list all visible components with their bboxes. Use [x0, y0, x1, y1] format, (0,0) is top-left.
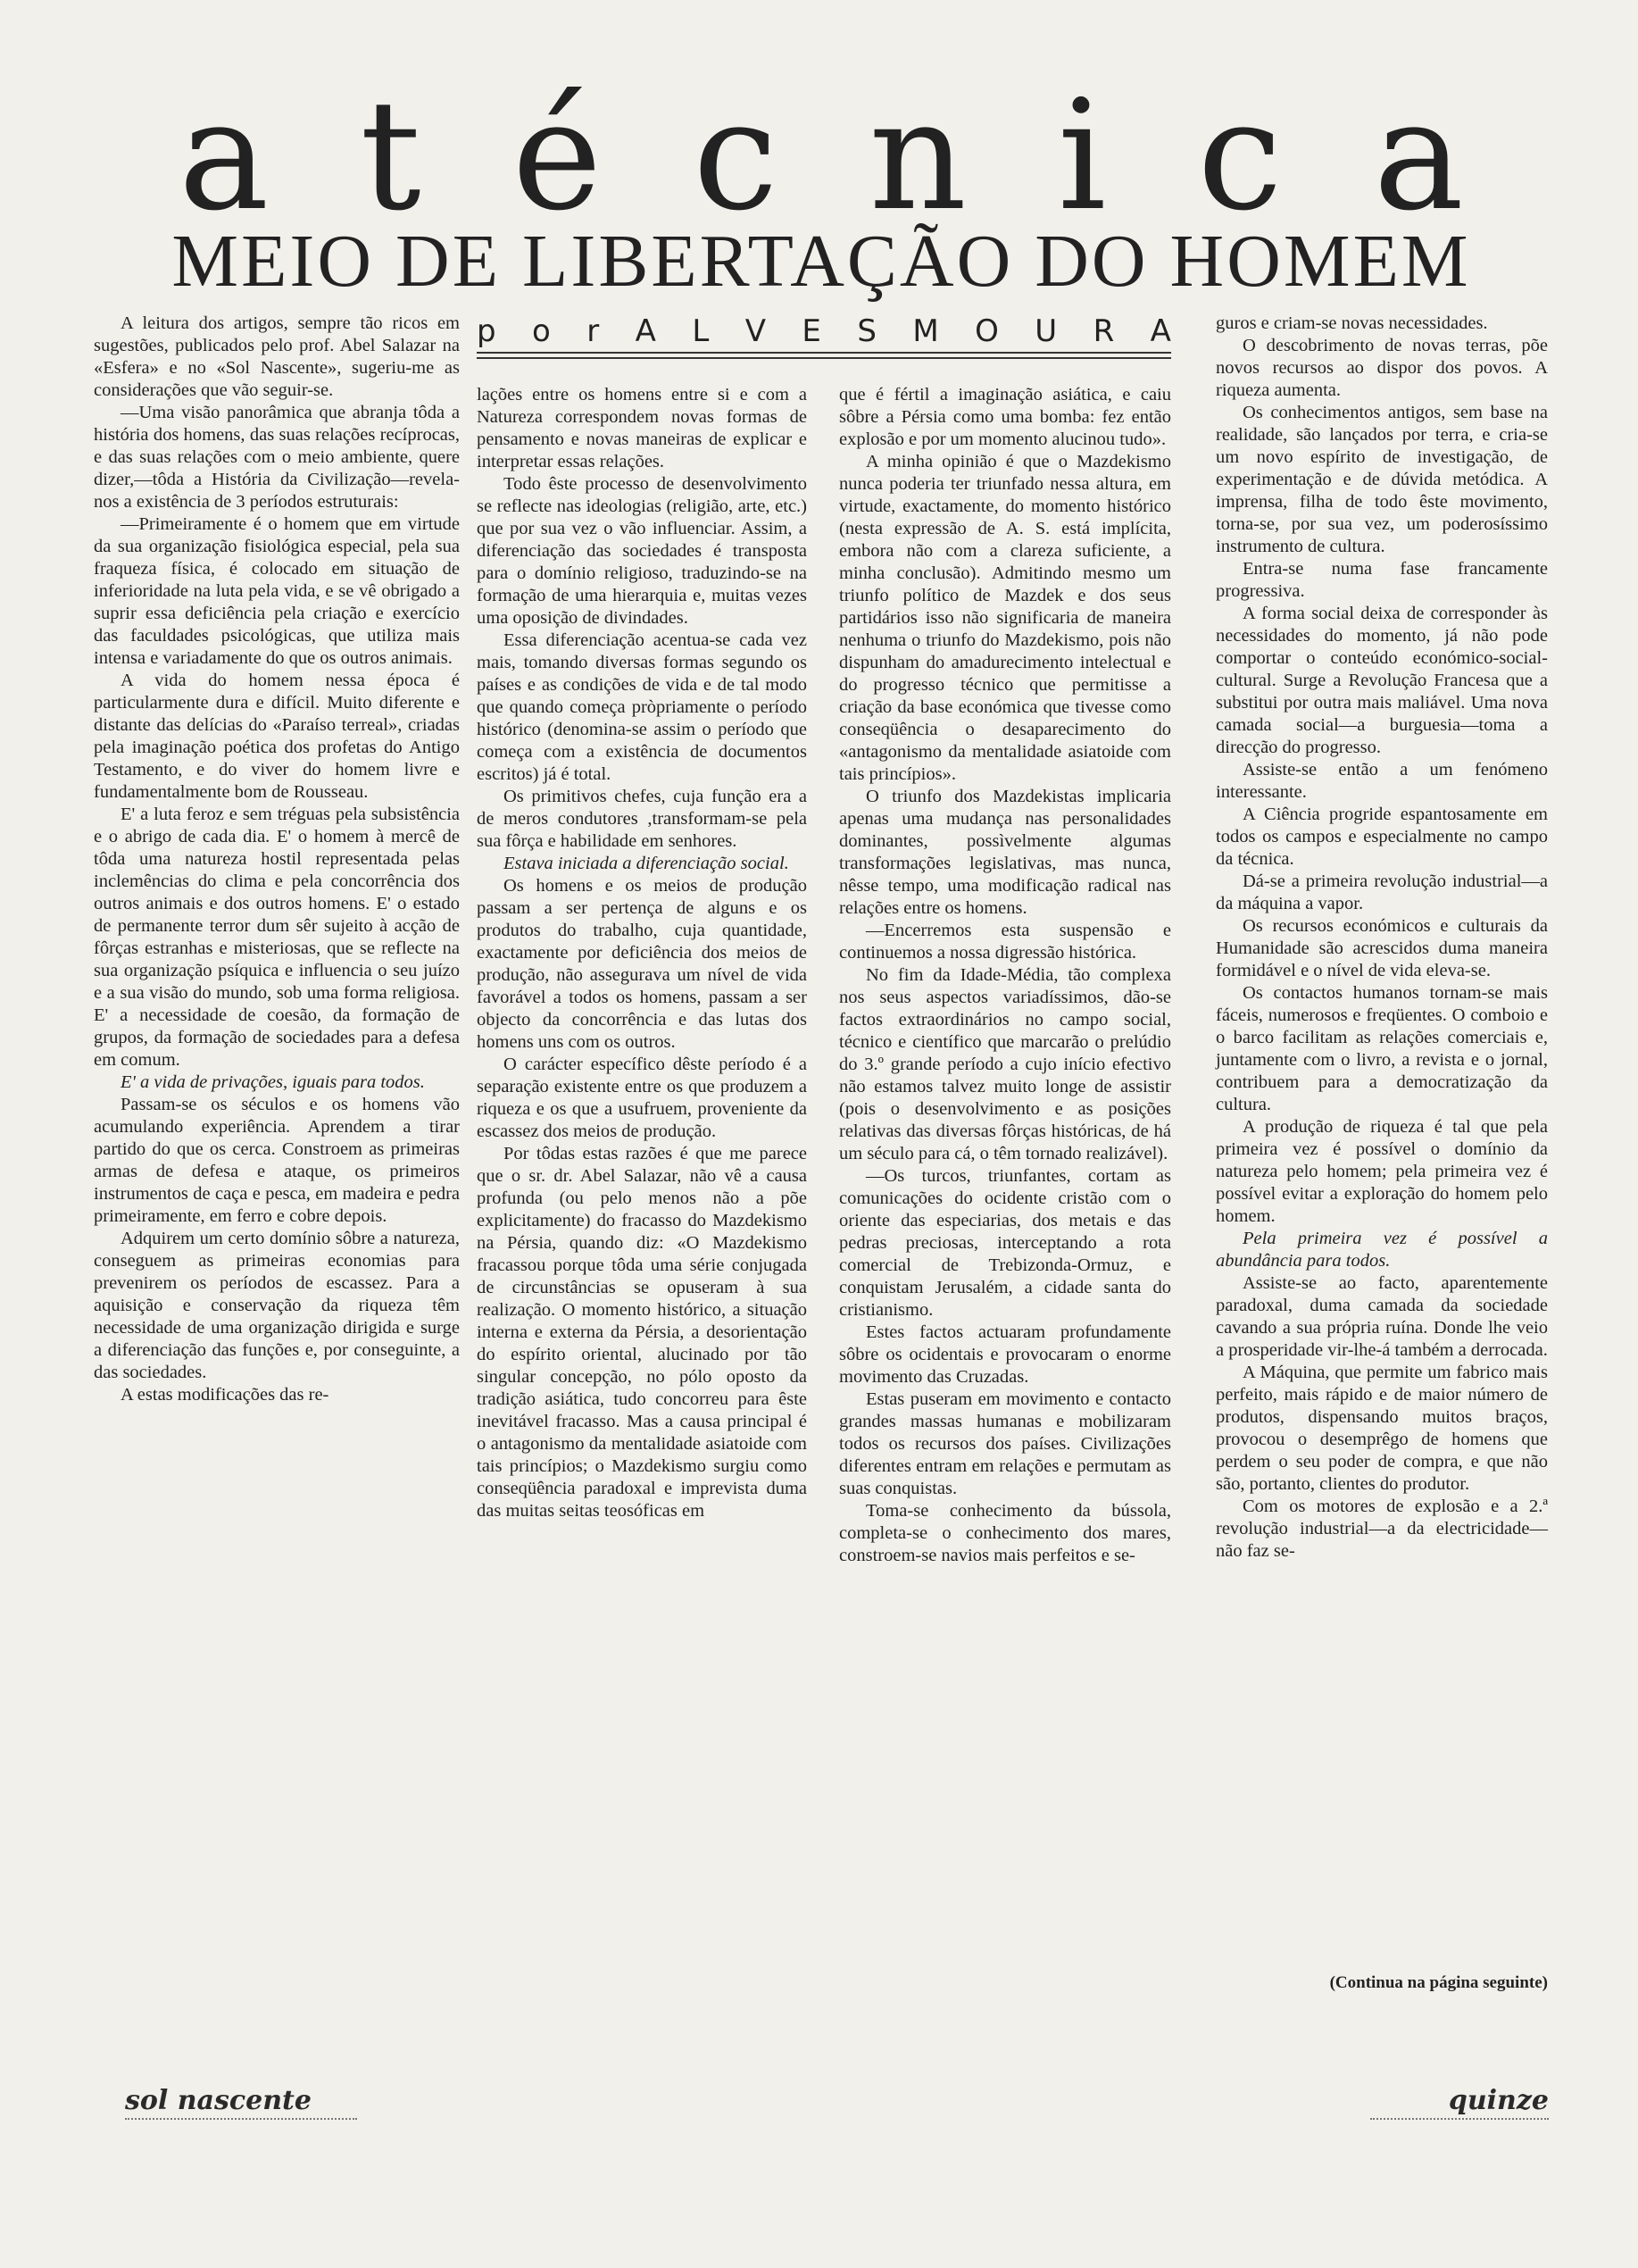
- article-paragraph: Estes factos actuaram profundamente sôbre os ocidentais e provocaram o enorme movimento das Cruzadas.: [839, 1322, 1171, 1387]
- headline-title: [179, 68, 1464, 245]
- title-letter: a: [179, 68, 270, 245]
- byline-letter: O: [975, 313, 999, 349]
- article-paragraph: Com os motores de explosão e a 2.ª revolução industrial—a da electricidade—não faz se-: [1216, 1497, 1548, 1561]
- article-paragraph: Os conhecimentos antigos, sem base na realidade, são lançados por terra, e cria-se um novo espírito de investigação, de experimentação e de dúvida metódica. A imprensa, filha de todo êste movimento, torna-se, por sua vez, um poderosíssimo instrumento de cultura.: [1216, 403, 1548, 556]
- headline-subtitle: MEIO DE LIBERTAÇÃO DO HOMEM: [171, 220, 1471, 303]
- article-paragraph: O descobrimento de novas terras, põe novos recursos ao dispor dos povos. A riqueza aumenta.: [1216, 336, 1548, 400]
- byline-letter: E: [802, 313, 821, 349]
- continues-note: (Continua na página seguinte): [1329, 1973, 1548, 1992]
- article-column-4: [1216, 313, 1548, 1563]
- article-paragraph: A Máquina, que permite um fabrico mais perfeito, mais rápido e de maior número de produtos, dispensando muitos braços, provocou o desemprêgo de homens que perdem o seu poder de compra, e que não são, portanto, clientes do produtor.: [1216, 1363, 1548, 1494]
- article-paragraph: que é fértil a imaginação asiática, e caiu sôbre a Pérsia como uma bomba: fez então explosão e por um momento alucinou tudo».: [839, 385, 1171, 449]
- title-letter: c: [693, 68, 778, 245]
- title-letter: é: [511, 68, 603, 245]
- article-paragraph: A leitura dos artigos, sempre tão ricos em sugestões, publicados pelo prof. Abel Salazar na «Esfera» e no «Sol Nascente», sugeriu-me as considerações que vão seguir-se.: [94, 313, 460, 400]
- footer-rule-right: [1370, 2118, 1549, 2120]
- article-paragraph: O carácter específico dêste período é a separação existente entre os que produzem a riqueza e os que a usufruem, proveniente da escassez dos meios de produção.: [477, 1055, 807, 1141]
- article-paragraph: Os recursos económicos e culturais da Humanidade são acrescidos duma maneira formidável e o nível de vida eleva-se.: [1216, 916, 1548, 980]
- article-paragraph: —Primeiramente é o homem que em virtude da sua organização fisiológica especial, pela sua fraqueza física, é colocado em situação de inferioridade na luta pela vida, e se vê obrigado a suprir essa deficiência pela criação e exercício das faculdades psicológicas, que utiliza mais intensa e variadamente do que os outros animais.: [94, 514, 460, 668]
- article-paragraph: Pela primeira vez é possível a abundância para todos.: [1216, 1229, 1548, 1271]
- byline-rule-bottom: [477, 357, 1171, 359]
- article-paragraph: No fim da Idade-Média, tão complexa nos seus aspectos variadíssimos, dão-se factos extraordinários no campo social, técnico e científico que marcarão o prelúdio do 3.º grande período a cujo início efectivo não estamos talvez muito longe de assistir (pois o desenvolvimento e as posições relativas das diversas fôrças históricas, de há um século para cá, o têm tornado realizável).: [839, 965, 1171, 1163]
- article-paragraph: A minha opinião é que o Mazdekismo nunca poderia ter triunfado nessa altura, em virtude, exactamente, do momento histórico (nesta expressão de A. S. está implícita, embora não com a clareza suficiente, a minha conclusão). Admitindo mesmo um triunfo político de Mazdek e dos seus partidários isso não significaria de maneira nenhuma o triunfo do Mazdekismo, pois não dispunham do amadurecimento intelectual e do progresso técnico que permitisse a criação da base económica que tivesse como conseqüência o desaparecimento do «antagonismo da mentalidade asiatoide com tais princípios».: [839, 452, 1171, 784]
- byline-letter: A: [1150, 313, 1171, 349]
- article-paragraph: Assiste-se ao facto, aparentemente paradoxal, duma camada da sociedade cavando a sua própria ruína. Donde lhe veio a prosperidade vir-lhe-á também a derrocada.: [1216, 1273, 1548, 1360]
- byline-letter: r: [586, 313, 600, 349]
- article-paragraph: Todo êste processo de desenvolvimento se reflecte nas ideologias (religião, arte, etc.) que por sua vez o vão influenciar. Assim, a diferenciação das sociedades é transposta para o domínio religioso, traduzindo-se na formação de uma hierarquia e, muitas vezes uma oposição de divindades.: [477, 474, 807, 628]
- article-column-1: [94, 313, 460, 1406]
- article-paragraph: —Uma visão panorâmica que abranja tôda a história dos homens, das suas relações recíprocas, e das suas relações com o meio ambiente, quere dizer,—tôda a História da Civilização—revela-nos a existência de 3 períodos estruturais:: [94, 403, 460, 512]
- byline-letter: L: [692, 313, 710, 349]
- article-column-2: [477, 384, 807, 1522]
- byline: [477, 314, 1171, 348]
- article-paragraph: Entra-se numa fase francamente progressiva.: [1216, 559, 1548, 601]
- title-letter: i: [1058, 68, 1107, 245]
- article-paragraph: —Os turcos, triunfantes, cortam as comunicações do ocidente cristão com o oriente das especiarias, dos metais e das pedras preciosas, interceptando a rota comercial de Trebizonda-Ormuz, e conquistam Jerusalém, a cidade santa do cristianismo.: [839, 1166, 1171, 1320]
- article-paragraph: E' a vida de privações, iguais para todos.: [121, 1072, 425, 1092]
- title-letter: c: [1197, 68, 1283, 245]
- article-paragraph: Assiste-se então a um fenómeno interessante.: [1216, 760, 1548, 802]
- article-paragraph: Os contactos humanos tornam-se mais fáceis, numerosos e freqüentes. O comboio e o barco facilitam as relações comerciais e, juntamente com o livro, a revista e o jornal, contribuem para a democratização da cultura.: [1216, 983, 1548, 1114]
- byline-letter: S: [857, 313, 877, 349]
- article-paragraph: O triunfo dos Mazdekistas implicaria apenas uma mudança nas personalidades dominantes, possìvelmente algumas transformações legislativas, mas nunca, nêsse tempo, uma modificação radical nas relações entre os homens.: [839, 787, 1171, 918]
- footer-page-number: quinze: [1448, 2085, 1549, 2116]
- article-paragraph: Os homens e os meios de produção passam a ser pertença de alguns e os produtos do trabalho, cuja quantidade, exactamente por deficiência dos meios de produção, não assegurava um nível de vida favorável a todos os homens, passam a ser objecto da concorrência e das lutas dos homens uns com os outros.: [477, 876, 807, 1052]
- title-letter: t: [360, 68, 421, 245]
- byline-letter: U: [1035, 313, 1058, 349]
- article-paragraph: Os primitivos chefes, cuja função era a de meros condutores ,transformam-se pela sua fôrça e habilidade em senhores.: [477, 787, 807, 851]
- byline-letter: o: [532, 313, 551, 349]
- footer-publication-name: sol nascente: [125, 2085, 312, 2116]
- byline-letter: A: [635, 313, 656, 349]
- article-paragraph: A produção de riqueza é tal que pela primeira vez é possível o domínio da natureza pelo homem; pela primeira vez é possível evitar a exploração do homem pelo homem.: [1216, 1117, 1548, 1226]
- article-paragraph: Dá-se a primeira revolução industrial—a da máquina a vapor.: [1216, 871, 1548, 913]
- title-letter: a: [1373, 68, 1464, 245]
- byline-letter: R: [1093, 313, 1115, 349]
- article-paragraph: —Encerremos esta suspensão e continuemos a nossa digressão histórica.: [839, 921, 1171, 963]
- article-column-3: [839, 384, 1171, 1567]
- byline-letter: p: [477, 313, 496, 349]
- byline-letter: M: [912, 313, 939, 349]
- article-paragraph: Estava iniciada a diferenciação social.: [503, 854, 789, 873]
- article-paragraph: A Ciência progride espantosamente em todos os campos e especialmente no campo da técnica.: [1216, 805, 1548, 869]
- byline-letter: V: [744, 313, 766, 349]
- article-paragraph: Toma-se conhecimento da bússola, completa-se o conhecimento dos mares, constroem-se navios mais perfeitos e se-: [839, 1501, 1171, 1565]
- article-paragraph: Estas puseram em movimento e contacto grandes massas humanas e mobilizaram todos os recursos dos países. Civilizações diferentes entram em relações e permutam as suas conquistas.: [839, 1389, 1171, 1498]
- article-paragraph: E' a luta feroz e sem tréguas pela subsistência e o abrigo de cada dia. E' o homem à mercê de tôda uma natureza hostil representada pelas inclemências do clima e pela concorrência dos outros animais e dos outros homens. E' o estado de permanente terror dum sêr sujeito à acção de fôrças estranhas e misteriosas, que se reflecte na sua organização psíquica e influencia o seu juízo e a sua visão do mundo, sob uma forma religiosa. E' a necessidade de coesão, da formação de grupos, da formação de sociedades para a defesa em comum.: [94, 805, 460, 1070]
- article-paragraph: lações entre os homens entre si e com a Natureza correspondem novas formas de pensamento e novas maneiras de explicar e interpretar essas relações.: [477, 385, 807, 471]
- article-paragraph: A estas modificações das re-: [121, 1385, 329, 1405]
- article-paragraph: guros e criam-se novas necessidades.: [1216, 313, 1488, 333]
- article-paragraph: A vida do homem nessa época é particularmente dura e difícil. Muito diferente e distante das delícias do «Paraíso terreal», criadas pela imaginação poética dos profetas do Antigo Testamento, e do viver do homem livre e fundamentalmente bom de Rousseau.: [94, 671, 460, 802]
- byline-rule-top: [477, 352, 1171, 354]
- article-paragraph: Por tôdas estas razões é que me parece que o sr. dr. Abel Salazar, não vê a causa profunda (ou pelo menos não a põe explicitamente) do fracasso do Mazdekismo na Pérsia, quando diz: «O Mazdekismo fracassou porque tôda uma série conjugada de circunstâncias se opuseram à sua realização. O momento histórico, a situação interna e externa da Pérsia, a desorientação do espírito oriental, alucinado por tão singular concepção, no pólo oposto da tradição asiática, tudo concorreu para êste inevitável fracasso. Mas a causa principal é o antagonismo da mentalidade asiatoide com tais princípios; o Mazdekismo surgiu como conseqüência paradoxal e imprevista duma das muitas seitas teosóficas em: [477, 1144, 807, 1521]
- article-paragraph: Adquirem um certo domínio sôbre a natureza, conseguem as primeiras economias para prevenirem os períodos de escassez. Para a aquisição e conservação da riqueza têm necessidade de uma organização dirigida e surge a diferenciação das funções e, por conseguinte, a das sociedades.: [94, 1229, 460, 1382]
- article-paragraph: Passam-se os séculos e os homens vão acumulando experiência. Aprendem a tirar partido do que os cerca. Constroem as primeiras armas de defesa e ataque, os primeiros instrumentos de caça e pesca, em madeira e pedra primeiramente, em ferro e cobre depois.: [94, 1095, 460, 1226]
- title-letter: n: [869, 68, 968, 245]
- article-paragraph: Essa diferenciação acentua-se cada vez mais, tomando diversas formas segundo os países e as condições de vida e de tal modo que quando começa pròpriamente o período histórico (denomina-se assim o período que começa com a existência de documentos escritos) já é total.: [477, 630, 807, 784]
- article-paragraph: A forma social deixa de corresponder às necessidades do momento, já não pode comportar o conteúdo económico-social-cultural. Surge a Revolução Francesa que a substitui por outra mais maliável. Uma nova camada social—a burguesia—toma a direcção do progresso.: [1216, 604, 1548, 757]
- footer-rule-left: [125, 2118, 357, 2120]
